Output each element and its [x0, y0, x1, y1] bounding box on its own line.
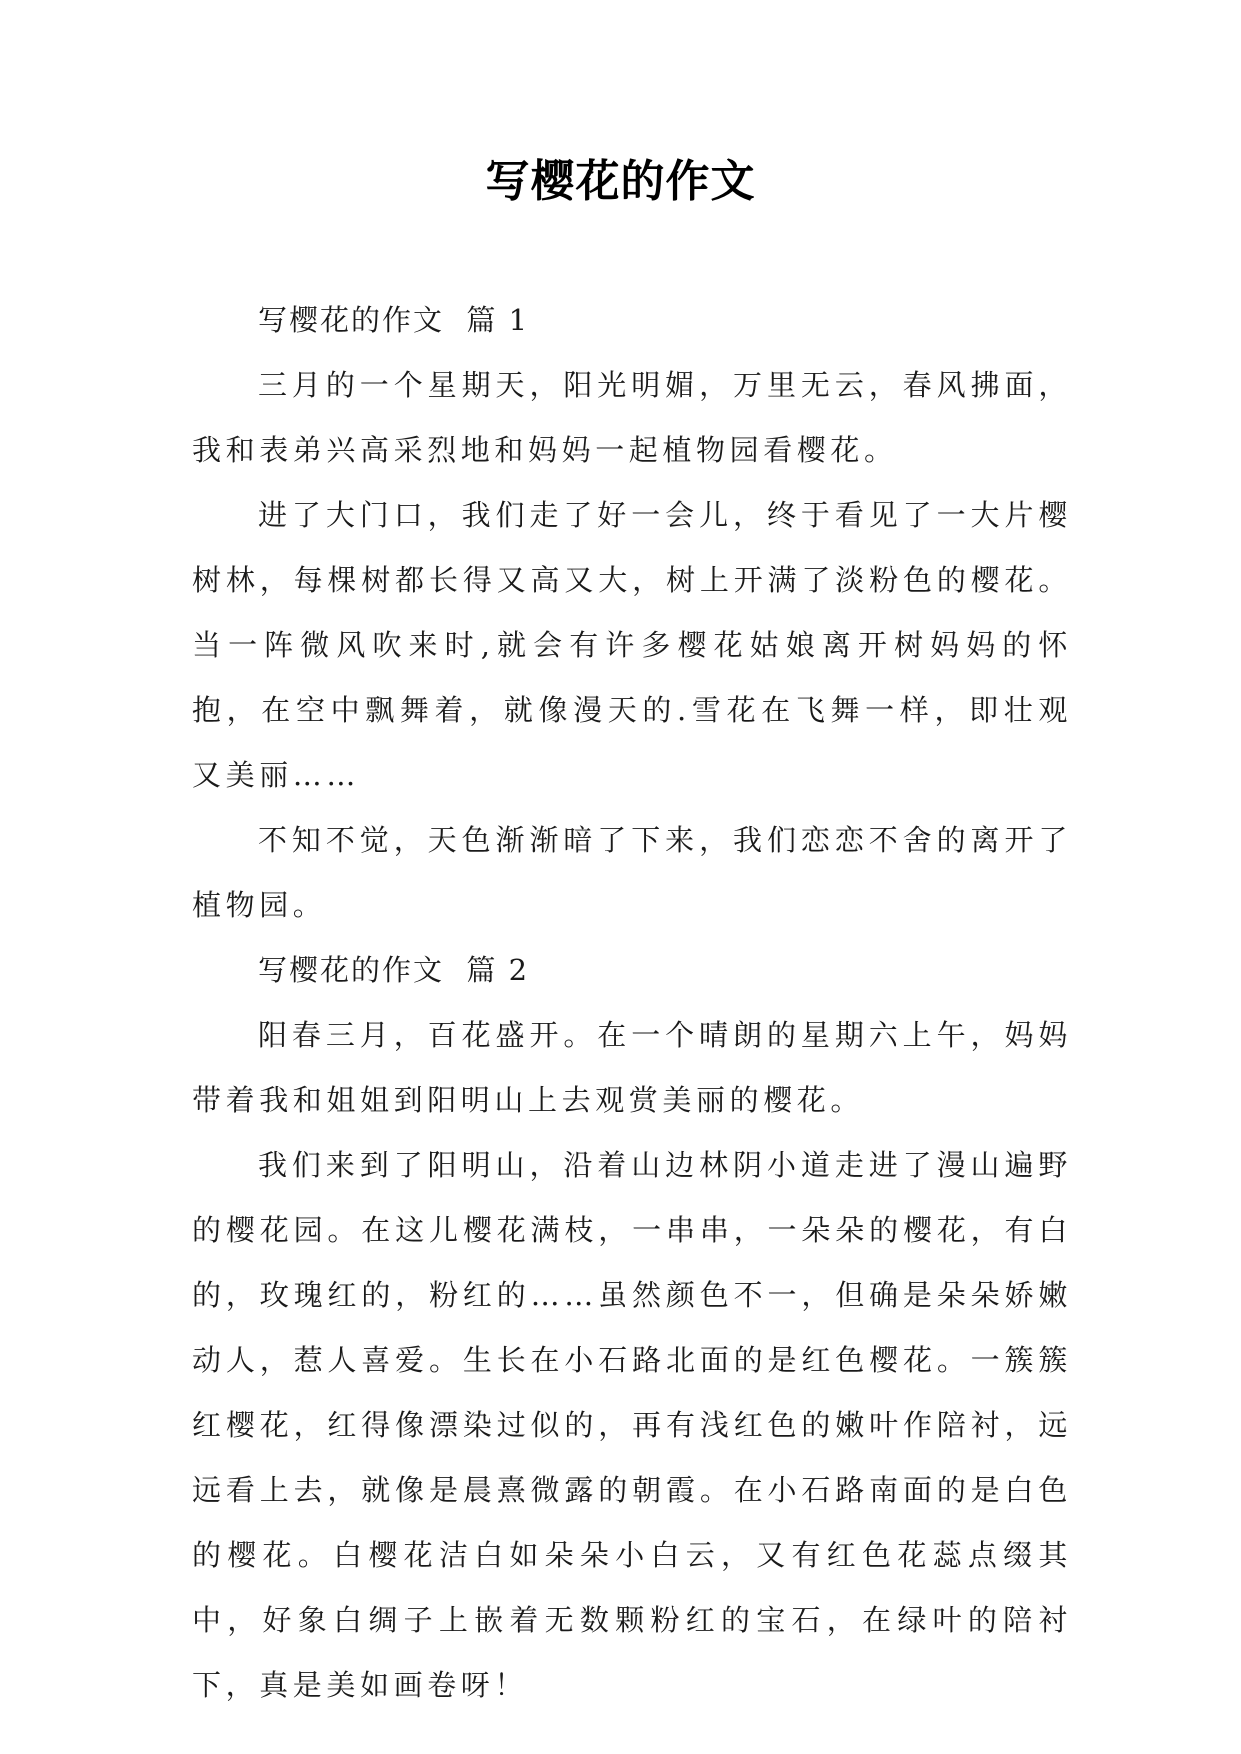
section-heading-2: 写樱花的作文 篇 2 [258, 953, 530, 987]
paragraph: 不知不觉，天色渐渐暗了下来，我们恋恋不舍的离开了植物园。 [192, 823, 1072, 922]
paragraph: 我们来到了阳明山，沿着山边林阴小道走进了漫山遍野的樱花园。在这儿樱花满枝，一串串，一朵朵的樱花，有白的，玫瑰红的，粉红的……虽然颜色不一，但确是朵朵娇嫩动人，惹人喜爱。生长在小石路北面的是红色樱花。一簇簇红樱花，红得像漂染过似的，再有浅红色的嫩叶作陪衬，远远看上去，就像是晨熹微露的朝霞。在小石路南面的是白色的樱花。白樱花洁白如朵朵小白云，又有红色花蕊点缀其中，好象白绸子上嵌着无数颗粉红的宝石，在绿叶的陪衬下，真是美如画卷呀！ [192, 1148, 1072, 1702]
paragraph: 进了大门口，我们走了好一会儿，终于看见了一大片樱树林，每棵树都长得又高又大，树上开满了淡粉色的樱花。当一阵微风吹来时,就会有许多樱花姑娘离开树妈妈的怀抱，在空中飘舞着，就像漫天的.雪花在飞舞一样，即壮观又美丽…… [192, 498, 1072, 792]
paragraph: 三月的一个星期天，阳光明媚，万里无云，春风拂面，我和表弟兴高采烈地和妈妈一起植物园看樱花。 [192, 368, 1072, 467]
document-body [192, 288, 1072, 1718]
document-title: 写樱花的作文 [485, 156, 756, 207]
section-heading-1: 写樱花的作文 篇 1 [258, 303, 530, 337]
paragraph: 阳春三月，百花盛开。在一个晴朗的星期六上午，妈妈带着我和姐姐到阳明山上去观赏美丽的樱花。 [192, 1018, 1072, 1117]
